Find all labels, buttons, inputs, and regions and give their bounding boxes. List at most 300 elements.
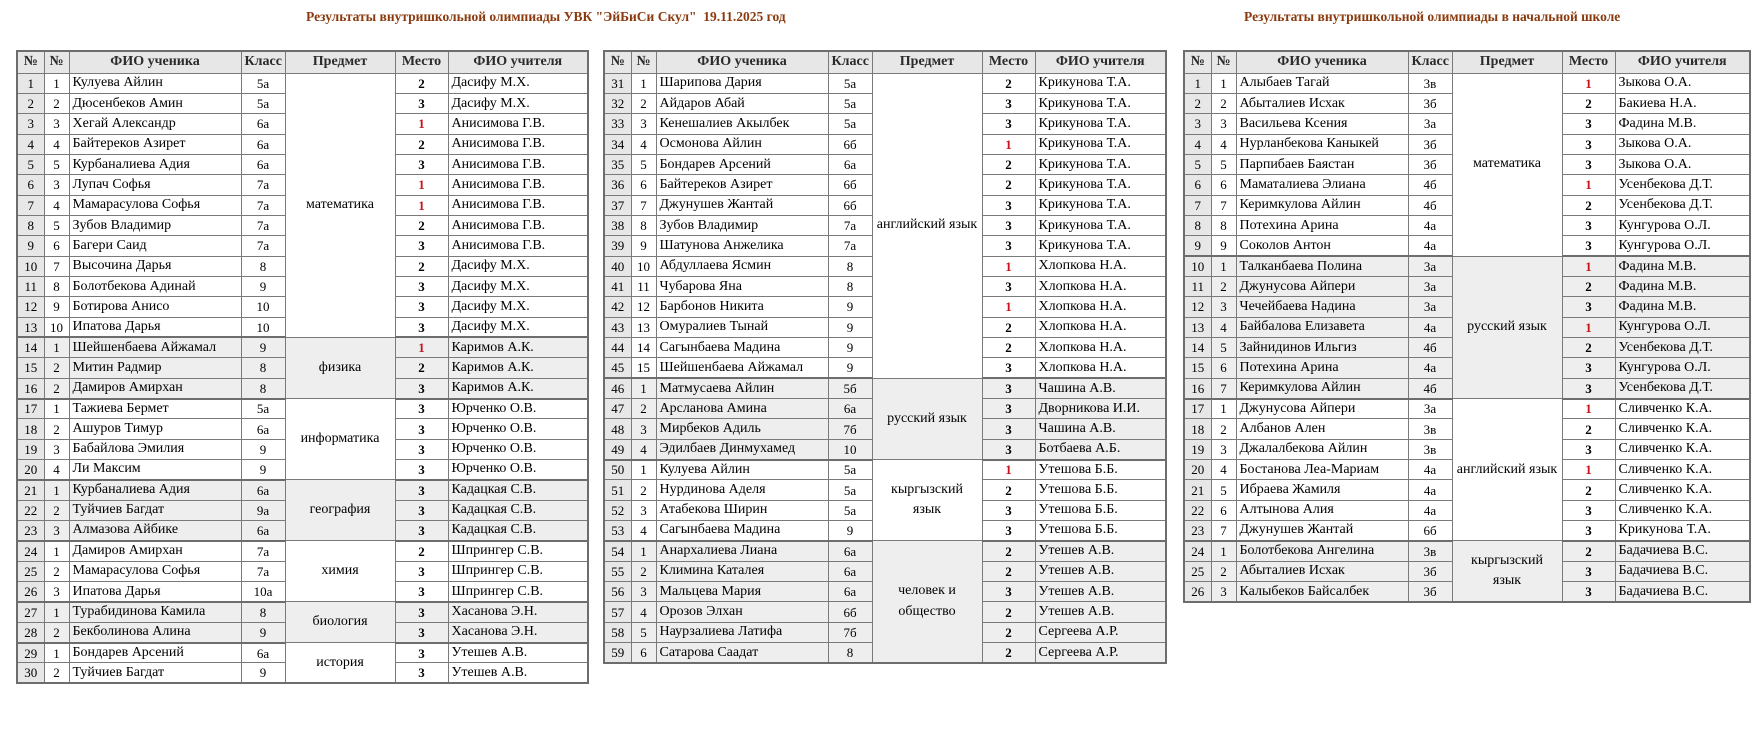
place-cell: 2 [982,317,1035,337]
group-number: 5 [1211,480,1236,500]
header-row [604,51,1166,73]
table-row [604,460,1166,480]
class-cell: 6б [828,195,872,215]
row-number: 6 [1184,175,1211,195]
row-number: 2 [1184,93,1211,113]
row-number: 11 [17,276,44,296]
row-number: 39 [604,236,631,256]
place-cell: 2 [395,256,448,276]
group-number: 3 [1211,114,1236,134]
row-number: 44 [604,337,631,357]
teacher-name: Крикунова Т.А. [1035,73,1166,93]
place-cell: 1 [1562,175,1615,195]
group-number: 1 [631,378,656,398]
student-name: Ли Максим [69,460,241,480]
teacher-name: Утешова Б.Б. [1035,500,1166,520]
class-cell: 8 [241,378,285,398]
header-class: Класс [1408,51,1452,73]
place-cell: 3 [982,500,1035,520]
group-number: 3 [631,114,656,134]
class-cell: 3в [1408,73,1452,93]
row-number: 22 [1184,500,1211,520]
teacher-name: Анисимова Г.В. [448,134,588,154]
header-group-number: № [1211,51,1236,73]
student-name: Джунусова Айпери [1236,276,1408,296]
row-number: 4 [17,134,44,154]
student-name: Дюсенбеков Амин [69,93,241,113]
place-cell: 3 [1562,236,1615,256]
teacher-name: Хасанова Э.Н. [448,602,588,622]
class-cell: 6а [241,643,285,663]
row-number: 4 [1184,134,1211,154]
group-number: 1 [1211,541,1236,561]
teacher-name: Юрченко О.В. [448,419,588,439]
class-cell: 4б [1408,175,1452,195]
place-cell: 1 [395,175,448,195]
teacher-name: Бадачиева В.С. [1615,541,1750,561]
class-cell: 7а [241,541,285,561]
row-number: 20 [1184,460,1211,480]
group-number: 9 [44,297,69,317]
teacher-name: Хлопкова Н.А. [1035,337,1166,357]
student-name: Байбалова Елизавета [1236,317,1408,337]
row-number: 14 [1184,337,1211,357]
student-name: Талканбаева Полина [1236,256,1408,276]
teacher-name: Хлопкова Н.А. [1035,317,1166,337]
student-name: Турабидинова Камила [69,602,241,622]
teacher-name: Дворникова И.И. [1035,399,1166,419]
place-cell: 3 [1562,439,1615,459]
row-number: 25 [17,561,44,581]
student-name: Дамиров Амирхан [69,541,241,561]
teacher-name: Крикунова Т.А. [1035,154,1166,174]
student-name: Анархалиева Лиана [656,541,828,561]
class-cell: 9 [241,337,285,357]
header-subject: Предмет [285,51,395,73]
teacher-name: Бакиева Н.А. [1615,93,1750,113]
group-number: 3 [44,114,69,134]
place-cell: 3 [1562,561,1615,581]
teacher-name: Дасифу М.Х. [448,93,588,113]
place-cell: 3 [982,521,1035,541]
class-cell: 9 [828,317,872,337]
subject-cell: английский язык [1452,399,1562,541]
student-name: Мамарасулова Софья [69,195,241,215]
student-name: Сагынбаева Мадина [656,521,828,541]
group-number: 2 [44,561,69,581]
teacher-name: Кадацкая С.В. [448,480,588,500]
teacher-name: Каримов А.К. [448,358,588,378]
class-cell: 8 [241,602,285,622]
class-cell: 6а [241,480,285,500]
teacher-name: Усенбекова Д.Т. [1615,195,1750,215]
row-number: 24 [17,541,44,561]
row-number: 26 [1184,582,1211,602]
teacher-name: Фадина М.В. [1615,114,1750,134]
title-school-olympiad: Результаты внутришкольной олимпиады УВК "ЭйБиСи Скул" 19.11.2025 год [306,9,786,24]
class-cell: 5а [828,114,872,134]
row-number: 48 [604,419,631,439]
teacher-name: Хасанова Э.Н. [448,622,588,642]
teacher-name: Кунгурова О.Л. [1615,215,1750,235]
student-name: Потехина Арина [1236,358,1408,378]
row-number: 59 [604,643,631,663]
place-cell: 3 [395,622,448,642]
row-number: 24 [1184,541,1211,561]
group-number: 7 [1211,378,1236,398]
group-number: 13 [631,317,656,337]
teacher-name: Кадацкая С.В. [448,500,588,520]
group-number: 7 [44,256,69,276]
subject-cell: кыргызский язык [872,460,982,541]
student-name: Барбонов Никита [656,297,828,317]
class-cell: 7б [828,622,872,642]
student-name: Туйчиев Багдат [69,663,241,683]
class-cell: 6а [241,154,285,174]
class-cell: 4а [1408,236,1452,256]
class-cell: 4а [1408,358,1452,378]
group-number: 2 [44,663,69,683]
teacher-name: Сливченко К.А. [1615,480,1750,500]
place-cell: 3 [395,500,448,520]
place-cell: 2 [982,337,1035,357]
place-cell: 1 [1562,317,1615,337]
teacher-name: Крикунова Т.А. [1035,236,1166,256]
teacher-name: Бадачиева В.С. [1615,582,1750,602]
class-cell: 8 [828,276,872,296]
row-number: 23 [1184,521,1211,541]
teacher-name: Юрченко О.В. [448,439,588,459]
subject-cell: кыргызский язык [1452,541,1562,602]
row-number: 25 [1184,561,1211,581]
teacher-name: Сергеева А.Р. [1035,622,1166,642]
teacher-name: Зыкова О.А. [1615,73,1750,93]
student-name: Байтереков Азирет [69,134,241,154]
table-row [17,337,588,357]
row-number: 21 [1184,480,1211,500]
class-cell: 5а [241,399,285,419]
results-table-primary [1183,50,1751,603]
teacher-name: Фадина М.В. [1615,276,1750,296]
place-cell: 2 [1562,276,1615,296]
student-name: Кулуева Айлин [69,73,241,93]
student-name: Сатарова Саадат [656,643,828,663]
place-cell: 3 [1562,358,1615,378]
teacher-name: Анисимова Г.В. [448,114,588,134]
group-number: 2 [44,93,69,113]
class-cell: 7б [828,419,872,439]
student-name: Арсланова Амина [656,399,828,419]
place-cell: 3 [1562,500,1615,520]
student-name: Алтынова Алия [1236,500,1408,520]
teacher-name: Хлопкова Н.А. [1035,297,1166,317]
group-number: 6 [631,643,656,663]
place-cell: 3 [982,93,1035,113]
header-subject: Предмет [872,51,982,73]
teacher-name: Утешев А.В. [1035,582,1166,602]
group-number: 4 [44,460,69,480]
place-cell: 3 [982,215,1035,235]
group-number: 5 [44,154,69,174]
row-number: 1 [1184,73,1211,93]
class-cell: 3а [1408,297,1452,317]
group-number: 6 [44,236,69,256]
teacher-name: Крикунова Т.А. [1035,215,1166,235]
group-number: 6 [631,175,656,195]
student-name: Хегай Александр [69,114,241,134]
student-name: Осмонова Айлин [656,134,828,154]
group-number: 15 [631,358,656,378]
place-cell: 3 [1562,134,1615,154]
row-number: 57 [604,602,631,622]
place-cell: 1 [1562,399,1615,419]
class-cell: 3б [1408,582,1452,602]
student-name: Бондарев Арсений [69,643,241,663]
student-name: Туйчиев Багдат [69,500,241,520]
class-cell: 10 [241,297,285,317]
place-cell: 3 [395,297,448,317]
place-cell: 3 [1562,114,1615,134]
place-cell: 2 [395,541,448,561]
place-cell: 2 [982,480,1035,500]
teacher-name: Сливченко К.А. [1615,460,1750,480]
class-cell: 9 [828,337,872,357]
group-number: 8 [1211,215,1236,235]
student-name: Абыталиев Исхак [1236,93,1408,113]
student-name: Климина Каталея [656,561,828,581]
header-teacher-name: ФИО учителя [1615,51,1750,73]
class-cell: 9 [828,297,872,317]
teacher-name: Анисимова Г.В. [448,236,588,256]
group-number: 7 [631,195,656,215]
class-cell: 3б [1408,154,1452,174]
row-number: 28 [17,622,44,642]
place-cell: 3 [395,93,448,113]
class-cell: 10а [241,582,285,602]
student-name: Матмусаева Айлин [656,378,828,398]
class-cell: 6а [828,541,872,561]
row-number: 7 [1184,195,1211,215]
row-number: 30 [17,663,44,683]
row-number: 54 [604,541,631,561]
group-number: 2 [44,622,69,642]
table-row [17,399,588,419]
place-cell: 3 [1562,215,1615,235]
teacher-name: Крикунова Т.А. [1035,134,1166,154]
class-cell: 6а [828,561,872,581]
group-number: 3 [44,582,69,602]
teacher-name: Анисимова Г.В. [448,154,588,174]
teacher-name: Кунгурова О.Л. [1615,317,1750,337]
group-number: 6 [1211,358,1236,378]
place-cell: 1 [395,337,448,357]
class-cell: 7а [828,215,872,235]
class-cell: 7а [828,236,872,256]
student-name: Керимкулова Айлин [1236,195,1408,215]
teacher-name: Дасифу М.Х. [448,276,588,296]
group-number: 9 [631,236,656,256]
place-cell: 1 [982,297,1035,317]
header-row-number: № [604,51,631,73]
place-cell: 3 [395,561,448,581]
class-cell: 4а [1408,460,1452,480]
class-cell: 5б [828,378,872,398]
place-cell: 2 [1562,337,1615,357]
row-number: 43 [604,317,631,337]
teacher-name: Утешев А.В. [1035,541,1166,561]
results-table-1 [16,50,589,684]
class-cell: 8 [828,643,872,663]
teacher-name: Шпрингер С.В. [448,582,588,602]
student-name: Ашуров Тимур [69,419,241,439]
student-name: Орозов Элхан [656,602,828,622]
row-number: 17 [17,399,44,419]
teacher-name: Кунгурова О.Л. [1615,358,1750,378]
group-number: 3 [44,521,69,541]
class-cell: 9 [241,439,285,459]
teacher-name: Крикунова Т.А. [1035,93,1166,113]
class-cell: 10 [828,439,872,459]
group-number: 3 [631,582,656,602]
place-cell: 1 [1562,73,1615,93]
student-name: Чечейбаева Надина [1236,297,1408,317]
place-cell: 1 [982,134,1035,154]
place-cell: 3 [395,236,448,256]
header-subject: Предмет [1452,51,1562,73]
teacher-name: Утешова Б.Б. [1035,460,1166,480]
header-student-name: ФИО ученика [69,51,241,73]
class-cell: 6б [1408,521,1452,541]
class-cell: 9а [241,500,285,520]
teacher-name: Утешова Б.Б. [1035,521,1166,541]
class-cell: 7а [241,561,285,581]
row-number: 3 [1184,114,1211,134]
class-cell: 6а [828,582,872,602]
place-cell: 1 [395,195,448,215]
class-cell: 7а [241,215,285,235]
row-number: 33 [604,114,631,134]
class-cell: 3в [1408,541,1452,561]
group-number: 4 [1211,317,1236,337]
teacher-name: Дасифу М.Х. [448,73,588,93]
row-number: 31 [604,73,631,93]
header-row-number: № [1184,51,1211,73]
row-number: 51 [604,480,631,500]
place-cell: 3 [395,460,448,480]
title-primary-olympiad: Результаты внутришкольной олимпиады в начальной школе [1244,9,1621,24]
class-cell: 3б [1408,561,1452,581]
group-number: 3 [631,419,656,439]
header-row [17,51,588,73]
teacher-name: Бадачиева В.С. [1615,561,1750,581]
header-place: Место [982,51,1035,73]
row-number: 6 [17,175,44,195]
class-cell: 4а [1408,480,1452,500]
class-cell: 6а [828,399,872,419]
student-name: Багери Саид [69,236,241,256]
place-cell: 2 [1562,93,1615,113]
place-cell: 3 [982,419,1035,439]
class-cell: 9 [241,460,285,480]
place-cell: 3 [395,439,448,459]
group-number: 1 [631,541,656,561]
group-number: 3 [44,439,69,459]
teacher-name: Ботбаева А.Б. [1035,439,1166,459]
student-name: Шейшенбаева Айжамал [69,337,241,357]
place-cell: 3 [395,154,448,174]
group-number: 3 [44,175,69,195]
student-name: Васильева Ксения [1236,114,1408,134]
group-number: 2 [1211,561,1236,581]
student-name: Эдилбаев Динмухамед [656,439,828,459]
place-cell: 3 [395,399,448,419]
place-cell: 3 [1562,378,1615,398]
place-cell: 2 [1562,480,1615,500]
row-number: 12 [1184,297,1211,317]
place-cell: 2 [982,175,1035,195]
group-number: 10 [44,317,69,337]
class-cell: 5а [828,500,872,520]
subject-cell: русский язык [1452,256,1562,398]
group-number: 4 [1211,460,1236,480]
subject-cell: английский язык [872,73,982,378]
row-number: 45 [604,358,631,378]
group-number: 3 [1211,582,1236,602]
class-cell: 4б [1408,378,1452,398]
row-number: 58 [604,622,631,642]
row-number: 46 [604,378,631,398]
row-number: 7 [17,195,44,215]
row-number: 50 [604,460,631,480]
table-row [1184,399,1750,419]
class-cell: 6а [241,114,285,134]
row-number: 12 [17,297,44,317]
group-number: 3 [1211,297,1236,317]
group-number: 2 [44,358,69,378]
place-cell: 1 [1562,256,1615,276]
student-name: Айдаров Абай [656,93,828,113]
class-cell: 7а [241,195,285,215]
place-cell: 3 [395,582,448,602]
subject-cell: информатика [285,399,395,480]
row-number: 37 [604,195,631,215]
place-cell: 3 [982,195,1035,215]
header-row-number: № [17,51,44,73]
place-cell: 3 [982,582,1035,602]
row-number: 55 [604,561,631,581]
student-name: Потехина Арина [1236,215,1408,235]
group-number: 1 [44,480,69,500]
row-number: 36 [604,175,631,195]
row-number: 23 [17,521,44,541]
student-name: Бабайлова Эмилия [69,439,241,459]
teacher-name: Сливченко К.А. [1615,500,1750,520]
row-number: 5 [17,154,44,174]
row-number: 14 [17,337,44,357]
table-row [604,378,1166,398]
group-number: 6 [1211,500,1236,520]
student-name: Алыбаев Тагай [1236,73,1408,93]
group-number: 14 [631,337,656,357]
group-number: 8 [44,276,69,296]
table-row [17,541,588,561]
class-cell: 6б [828,134,872,154]
student-name: Болотбекова Ангелина [1236,541,1408,561]
group-number: 4 [44,134,69,154]
row-number: 40 [604,256,631,276]
place-cell: 3 [982,378,1035,398]
teacher-name: Зыкова О.А. [1615,154,1750,174]
